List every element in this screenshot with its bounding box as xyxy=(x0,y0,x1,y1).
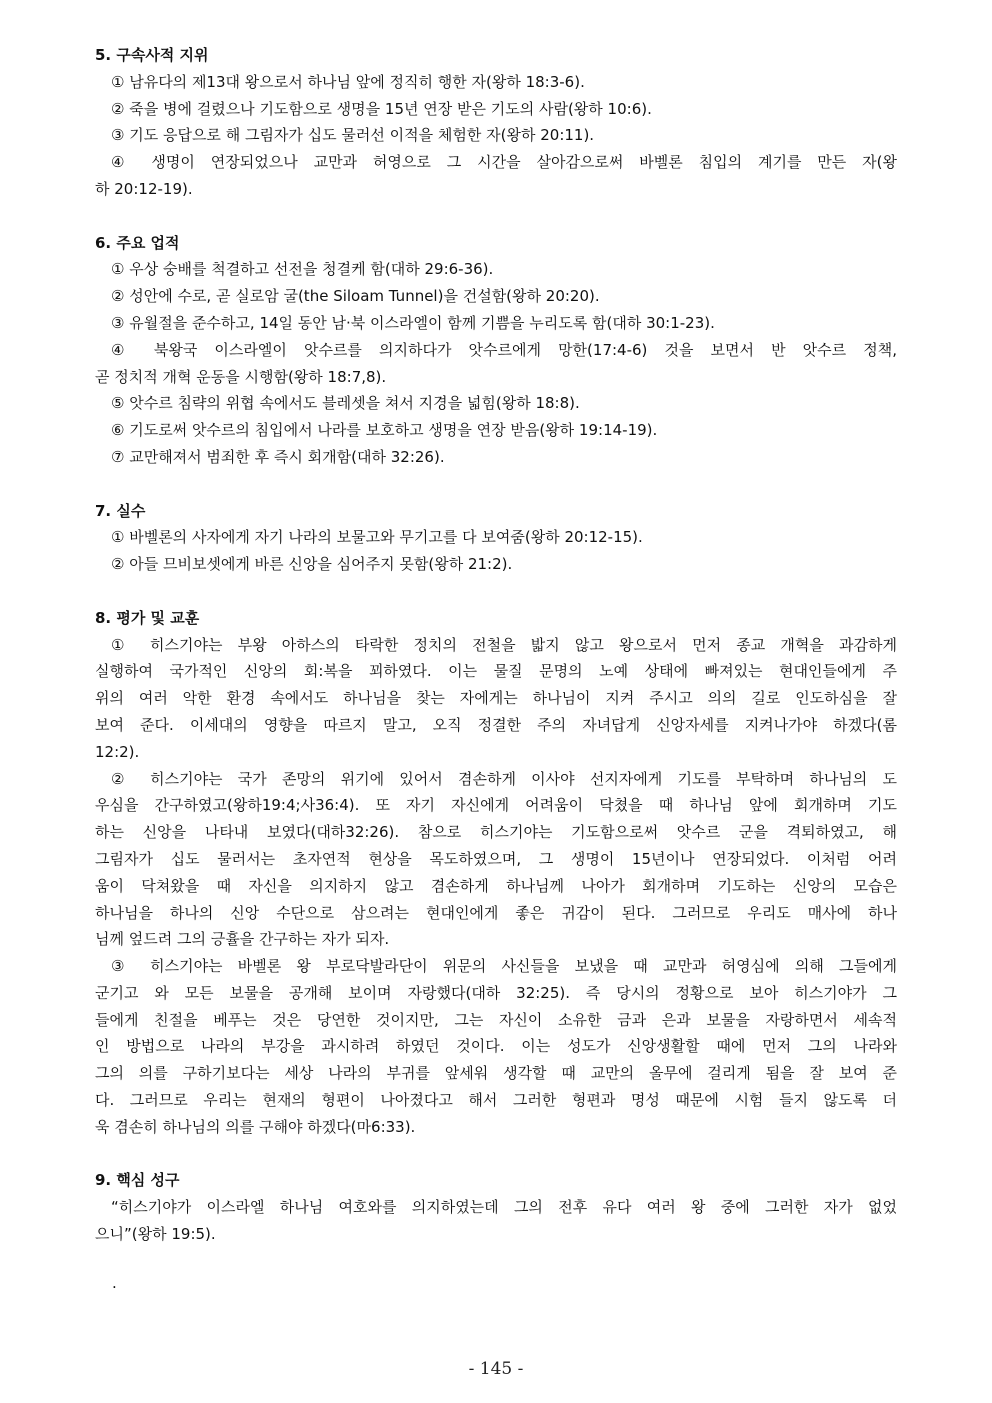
section-heading: 9. 핵심 성구 xyxy=(95,1171,180,1190)
section-heading: 6. 주요 업적 xyxy=(95,233,180,252)
list-item: ② 죽을 병에 걸렸으나 기도함으로 생명을 15년 연장 받은 기도의 사람(왕하 10:6). xyxy=(111,99,652,118)
list-item: ② 아들 므비보셋에게 바른 신앙을 심어주지 못함(왕하 21:2). xyxy=(111,555,513,574)
list-item: ① 우상 숭배를 척결하고 선전을 청결케 함(대하 29:6-36). xyxy=(111,260,494,279)
section-heading: 7. 실수 xyxy=(95,501,146,520)
stray-mark: . xyxy=(112,1274,117,1292)
paragraph-line: 들에게 친절을 베푸는 것은 당연한 것이지만, 그는 자신이 소유한 금과 은과 보물을 자랑하면서 세속적 xyxy=(95,1010,897,1029)
paragraph-line: 위의 여러 악한 환경 속에서도 하나님을 찾는 자에게는 하나님이 지켜 주시고 의의 길로 인도하심을 잘 xyxy=(95,689,897,708)
section-heading: 5. 구속사적 지위 xyxy=(95,46,209,64)
section-6 xyxy=(95,230,897,471)
list-item: ④ 북왕국 이스라엘이 앗수르를 의지하다가 앗수르에게 망한(17:4-6) 것을 보면서 반 앗수르 정책, xyxy=(111,340,897,359)
list-item: ③ 기도 응답으로 해 그림자가 십도 물러선 이적을 체험한 자(왕하 20:11). xyxy=(111,126,595,145)
paragraph-line: 인 방법으로 나라의 부강을 과시하려 하였던 것이다. 이는 성도가 신앙생활할 때에 먼저 그의 나라와 xyxy=(95,1037,897,1056)
section-7 xyxy=(95,498,897,578)
section-9 xyxy=(95,1167,897,1247)
list-item: ⑤ 앗수르 침략의 위협 속에서도 블레셋을 쳐서 지경을 넓힘(왕하 18:8). xyxy=(111,394,580,413)
paragraph-line: 그의 의를 구하기보다는 세상 나라의 부귀를 앞세워 생각할 때 교만의 올무에 걸리게 됨을 잘 보여 준 xyxy=(95,1064,897,1083)
list-item: ① 남유다의 제13대 왕으로서 하나님 앞에 정직히 행한 자(왕하 18:3-6). xyxy=(111,72,585,91)
paragraph-line: 우심을 간구하였고(왕하19:4;사36:4). 또 자기 자신에게 어려움이 닥쳤을 때 하나님 앞에 회개하며 기도 xyxy=(95,796,897,815)
list-item-continuation: 하 20:12-19). xyxy=(95,179,193,198)
paragraph-line: 실행하여 국가적인 신앙의 회:복을 꾀하였다. 이는 물질 문명의 노예 상태에 빠져있는 현대인들에게 주 xyxy=(95,662,897,681)
paragraph-line: 하나님을 하나의 신앙 수단으로 삼으려는 현대인에게 좋은 귀감이 된다. 그러므로 우리도 매사에 하나 xyxy=(95,903,897,922)
paragraph-line: 군기고 와 모든 보물을 공개해 보이며 자랑했다(대하 32:25). 즉 당시의 정황으로 보아 히스기야가 그 xyxy=(95,983,897,1002)
section-5 xyxy=(95,42,897,203)
paragraph-line: 움이 닥쳐왔을 때 자신을 의지하지 않고 겸손하게 하나님께 나아가 회개하며 기도하는 신앙의 모습은 xyxy=(95,876,897,895)
key-verse-line: 으니”(왕하 19:5). xyxy=(95,1225,216,1244)
list-item-continuation: 곧 정치적 개혁 운동을 시행함(왕하 18:7,8). xyxy=(95,367,387,386)
list-item: ② 성안에 수로, 곧 실로암 굴(the Siloam Tunnel)을 건설함(왕하 20:20). xyxy=(111,287,600,306)
key-verse-line: “히스기야가 이스라엘 하나님 여호와를 의지하였는데 그의 전후 유다 여러 왕 중에 그러한 자가 없었 xyxy=(111,1198,897,1217)
paragraph-line: 욱 겸손히 하나님의 의를 구해야 하겠다(마6:33). xyxy=(95,1117,416,1136)
section-heading: 8. 평가 및 교훈 xyxy=(95,608,200,627)
paragraph-line: ① 히스기야는 부왕 아하스의 타락한 정치의 전철을 밟지 않고 왕으로서 먼저 종교 개혁을 과감하게 xyxy=(111,635,897,654)
paragraph-line: 보여 준다. 이세대의 영향을 따르지 말고, 오직 정결한 주의 자녀답게 신앙자세를 지켜나가야 하겠다(롬 xyxy=(95,715,897,734)
list-item: ⑦ 교만해져서 범죄한 후 즉시 회개함(대하 32:26). xyxy=(111,447,445,466)
paragraph-line: 다. 그러므로 우리는 현재의 형편이 나아졌다고 해서 그러한 형편과 명성 때문에 시험 들지 않도록 더 xyxy=(95,1091,897,1110)
paragraph-line: 님께 엎드려 그의 긍휼을 간구하는 자가 되자. xyxy=(95,930,390,949)
list-item: ④ 생명이 연장되었으나 교만과 허영으로 그 시간을 살아감으로써 바벨론 침입의 계기를 만든 자(왕 xyxy=(111,153,897,172)
page-number: - 145 - xyxy=(468,1359,524,1379)
paragraph-line: 12:2). xyxy=(95,742,140,761)
paragraph-line: ② 히스기야는 국가 존망의 위기에 있어서 겸손하게 이사야 선지자에게 기도를 부탁하며 하나님의 도 xyxy=(111,769,897,788)
paragraph-line: 하는 신앙을 나타내 보였다(대하32:26). 참으로 히스기야는 기도함으로써 앗수르 군을 격퇴하였고, 해 xyxy=(95,823,897,842)
list-item: ③ 유월절을 준수하고, 14일 동안 남·북 이스라엘이 함께 기쁨을 누리도록 함(대하 30:1-23). xyxy=(111,313,715,332)
list-item: ⑥ 기도로써 앗수르의 침입에서 나라를 보호하고 생명을 연장 받음(왕하 19:14-19). xyxy=(111,421,658,440)
section-8 xyxy=(95,605,897,1141)
paragraph-line: 그림자가 십도 물러서는 초자연적 현상을 목도하였으며, 그 생명이 15년이나 연장되었다. 이처럼 어려 xyxy=(95,849,897,868)
page-content xyxy=(95,42,897,1275)
paragraph-line: ③ 히스기야는 바벨론 왕 부로닥발라단이 위문의 사신들을 보냈을 때 교만과 허영심에 의해 그들에게 xyxy=(111,957,897,976)
list-item: ① 바벨론의 사자에게 자기 나라의 보물고와 무기고를 다 보여줌(왕하 20:12-15). xyxy=(111,528,643,547)
